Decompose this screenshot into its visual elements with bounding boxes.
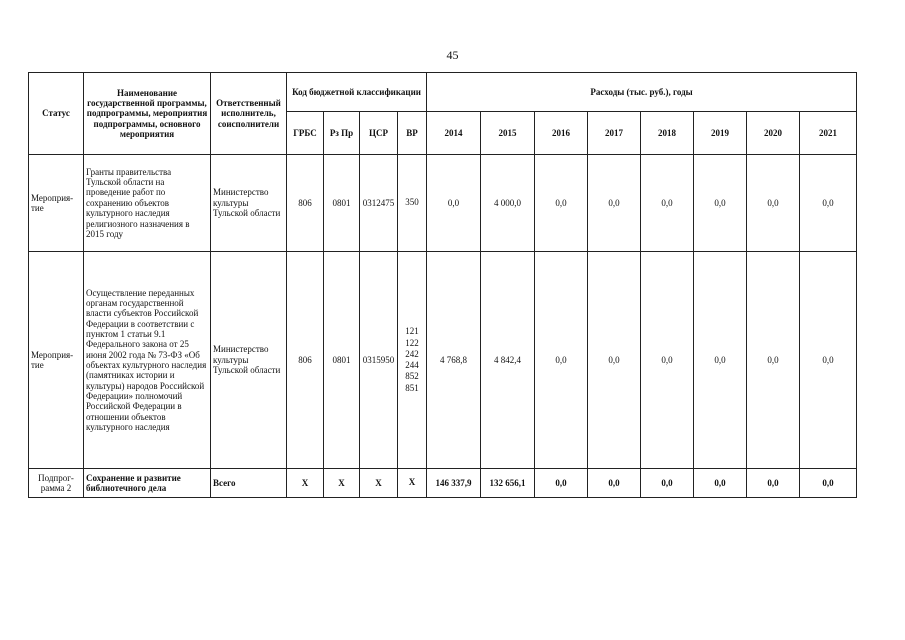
value-cell: 0,0 (588, 155, 641, 252)
header-vr: ВР (398, 112, 427, 155)
value-cell: 0,0 (588, 252, 641, 469)
vr-cell (398, 155, 427, 252)
header-expenses: Расходы (тыс. руб.), годы (427, 73, 857, 112)
value-cell: 0,0 (641, 252, 694, 469)
header-year: 2017 (588, 112, 641, 155)
executor-cell: Министерство культуры Тульской области (211, 155, 287, 252)
csr-cell: X (360, 469, 398, 498)
page-number: 45 (446, 48, 459, 62)
value-cell: 0,0 (747, 155, 800, 252)
value-cell: 4 000,0 (481, 155, 535, 252)
vr-code: 244 (405, 360, 419, 370)
executor-cell: Всего (211, 469, 287, 498)
vr-code: 121 (405, 326, 419, 337)
value-cell: 0,0 (800, 155, 857, 252)
header-name: Наименование государственной программы, подпрограммы, мероприятия подпрограммы, основного мероприятия (84, 73, 211, 155)
value-cell: 4 842,4 (481, 252, 535, 469)
header-budget-code: Код бюджетной классификации (287, 73, 427, 112)
header-csr: ЦСР (360, 112, 398, 155)
table-row (29, 252, 857, 469)
vr-code: 851 (405, 382, 419, 393)
vr-code: 122 (405, 337, 419, 348)
value-cell: 0,0 (535, 155, 588, 252)
value-cell: 0,0 (800, 252, 857, 469)
header-grbs: ГРБС (287, 112, 324, 155)
status-cell: Подпрог-рамма 2 (29, 469, 84, 498)
value-cell: 0,0 (747, 252, 800, 469)
grbs-cell: 806 (287, 155, 324, 252)
status-cell: Мероприя-тие (29, 252, 84, 469)
value-cell: 0,0 (588, 469, 641, 498)
value-cell: 0,0 (641, 469, 694, 498)
value-cell: 0,0 (535, 469, 588, 498)
vr-code: 852 (405, 371, 419, 382)
grbs-cell: 806 (287, 252, 324, 469)
value-cell: 0,0 (694, 469, 747, 498)
name-cell: Осуществление переданных органам государственной власти субъектов Российской Федерации в соответствии с пунктом 1 статьи 9.1 Федерального закона от 25 июня 2002 года № 73-ФЗ «Об объектах культурного наследия (памятниках истории и культуры) народов Российской Федерации» полномочий Российской Федерации в отношении объектов культурного наследия (84, 252, 211, 469)
vr-code: 242 (405, 348, 419, 359)
header-year: 2014 (427, 112, 481, 155)
vr-cell (398, 252, 427, 469)
value-cell: 132 656,1 (481, 469, 535, 498)
vr-code: X (408, 477, 416, 488)
rzpr-cell: 0801 (324, 155, 360, 252)
value-cell: 0,0 (747, 469, 800, 498)
value-cell: 146 337,9 (427, 469, 481, 498)
vr-cell (398, 469, 427, 498)
header-executor: Ответственный исполнитель, соисполнители (211, 73, 287, 155)
value-cell: 0,0 (427, 155, 481, 252)
header-year: 2021 (800, 112, 857, 155)
table-row (29, 469, 857, 498)
rzpr-cell: X (324, 469, 360, 498)
csr-cell: 0315950 (360, 252, 398, 469)
header-year: 2015 (481, 112, 535, 155)
vr-code: 350 (405, 197, 419, 208)
grbs-cell: X (287, 469, 324, 498)
value-cell: 0,0 (694, 155, 747, 252)
value-cell: 0,0 (800, 469, 857, 498)
header-rzpr: Рз Пр (324, 112, 360, 155)
header-status: Статус (29, 73, 84, 155)
header-year: 2016 (535, 112, 588, 155)
name-cell: Гранты правительства Тульской области на проведение работ по сохранению объектов культурного наследия религиозного назначения в 2015 году (84, 155, 211, 252)
value-cell: 0,0 (694, 252, 747, 469)
executor-cell: Министерство культуры Тульской области (211, 252, 287, 469)
header-year: 2018 (641, 112, 694, 155)
csr-cell: 0312475 (360, 155, 398, 252)
value-cell: 0,0 (641, 155, 694, 252)
value-cell: 0,0 (535, 252, 588, 469)
table-row (29, 155, 857, 252)
budget-table (28, 72, 857, 498)
rzpr-cell: 0801 (324, 252, 360, 469)
value-cell: 4 768,8 (427, 252, 481, 469)
status-cell: Мероприя-тие (29, 155, 84, 252)
name-cell: Сохранение и развитие библиотечного дела (84, 469, 211, 498)
header-year: 2020 (747, 112, 800, 155)
header-year: 2019 (694, 112, 747, 155)
